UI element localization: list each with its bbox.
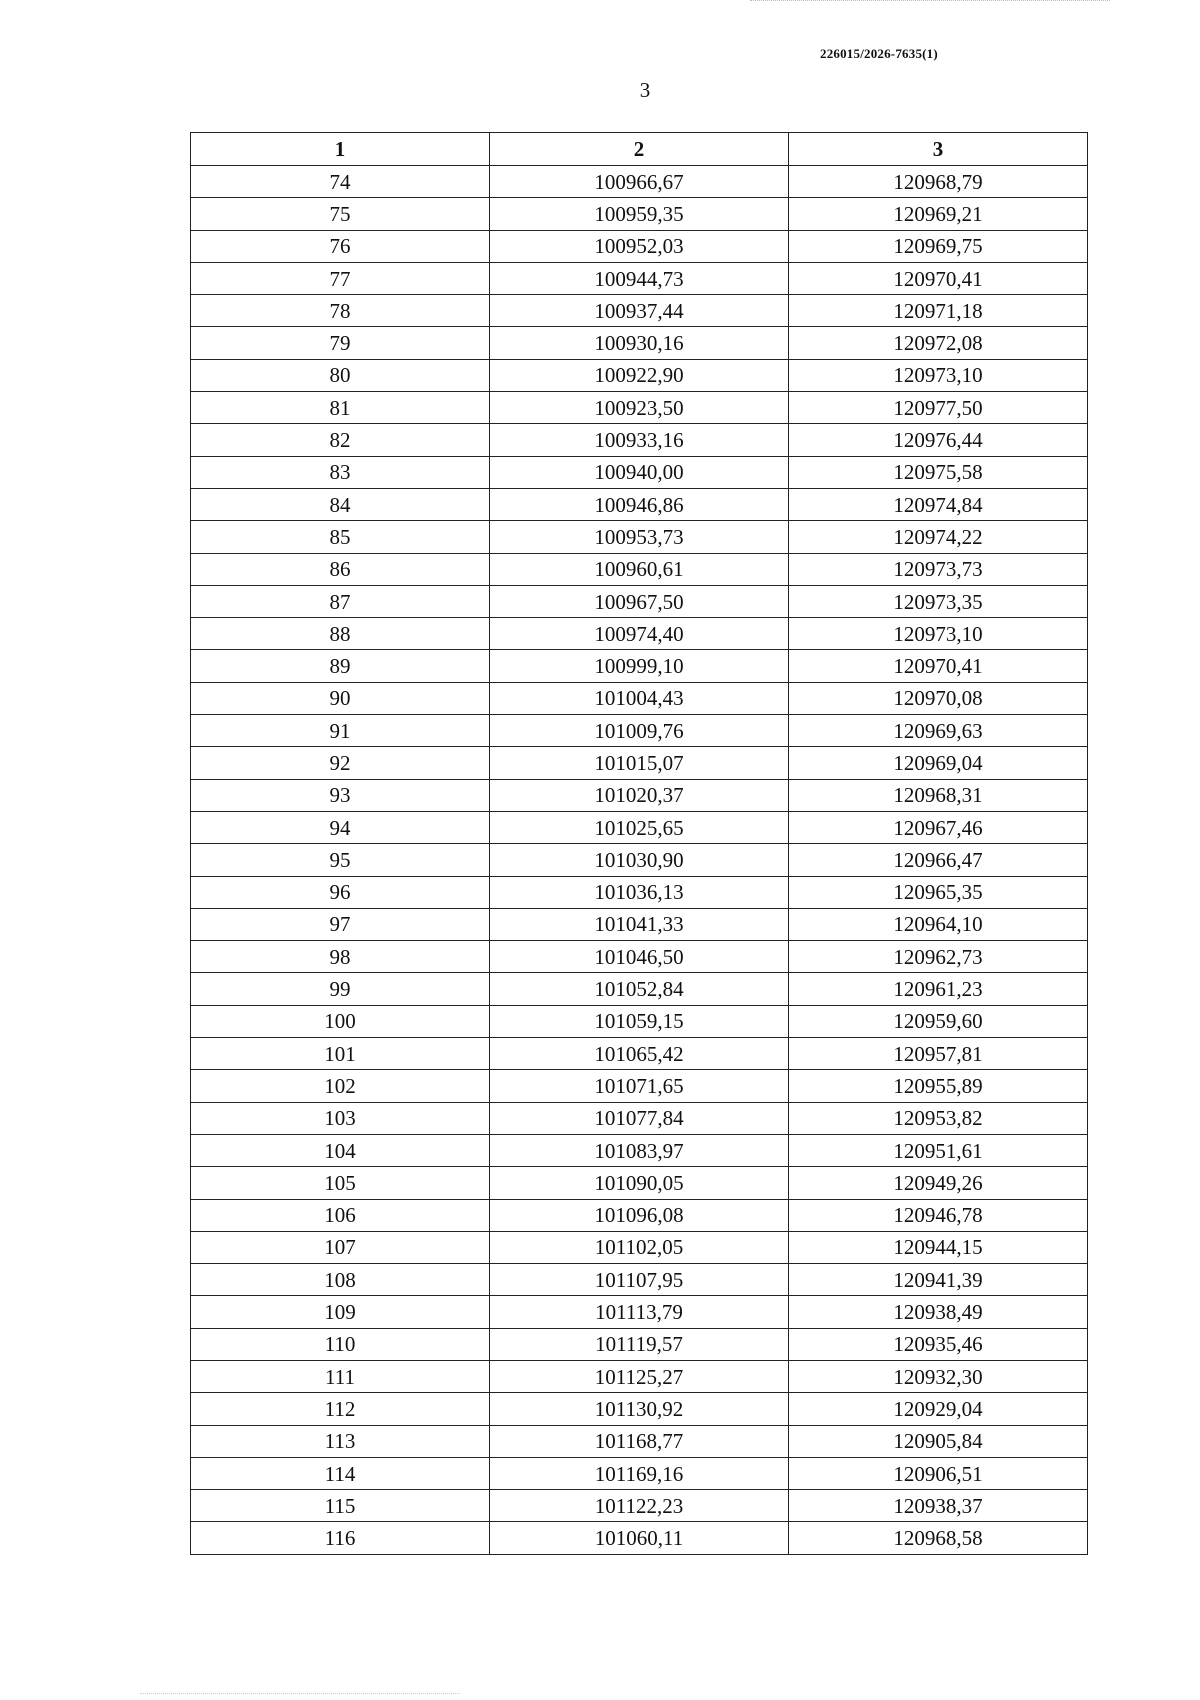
- x-coordinate-cell: 101009,76: [490, 715, 789, 747]
- table-row: [191, 1102, 1088, 1134]
- y-coordinate-cell: 120964,10: [789, 908, 1088, 940]
- x-coordinate-cell: 101096,08: [490, 1199, 789, 1231]
- table-row: [191, 1231, 1088, 1263]
- point-number-cell: 97: [191, 908, 490, 940]
- y-coordinate-cell: 120944,15: [789, 1231, 1088, 1263]
- point-number-cell: 95: [191, 844, 490, 876]
- point-number-cell: 103: [191, 1102, 490, 1134]
- table-row: [191, 908, 1088, 940]
- x-coordinate-cell: 101036,13: [490, 876, 789, 908]
- y-coordinate-cell: 120969,63: [789, 715, 1088, 747]
- point-number-cell: 94: [191, 811, 490, 843]
- point-number-cell: 82: [191, 424, 490, 456]
- x-coordinate-cell: 101122,23: [490, 1490, 789, 1522]
- x-coordinate-cell: 101004,43: [490, 682, 789, 714]
- y-coordinate-cell: 120977,50: [789, 392, 1088, 424]
- x-coordinate-cell: 101015,07: [490, 747, 789, 779]
- x-coordinate-cell: 101107,95: [490, 1264, 789, 1296]
- x-coordinate-cell: 101090,05: [490, 1167, 789, 1199]
- x-coordinate-cell: 100944,73: [490, 262, 789, 294]
- y-coordinate-cell: 120938,37: [789, 1490, 1088, 1522]
- point-number-cell: 91: [191, 715, 490, 747]
- column-header-3: 3: [789, 133, 1088, 166]
- scan-artifact-top: [750, 0, 1110, 4]
- x-coordinate-cell: 100923,50: [490, 392, 789, 424]
- table-row: [191, 295, 1088, 327]
- x-coordinate-cell: 101168,77: [490, 1425, 789, 1457]
- point-number-cell: 114: [191, 1457, 490, 1489]
- point-number-cell: 80: [191, 359, 490, 391]
- x-coordinate-cell: 100960,61: [490, 553, 789, 585]
- point-number-cell: 99: [191, 973, 490, 1005]
- point-number-cell: 109: [191, 1296, 490, 1328]
- x-coordinate-cell: 101125,27: [490, 1360, 789, 1392]
- point-number-cell: 100: [191, 1005, 490, 1037]
- y-coordinate-cell: 120957,81: [789, 1038, 1088, 1070]
- point-number-cell: 77: [191, 262, 490, 294]
- x-coordinate-cell: 101052,84: [490, 973, 789, 1005]
- x-coordinate-cell: 100999,10: [490, 650, 789, 682]
- table-row: [191, 488, 1088, 520]
- x-coordinate-cell: 101065,42: [490, 1038, 789, 1070]
- x-coordinate-cell: 100922,90: [490, 359, 789, 391]
- point-number-cell: 105: [191, 1167, 490, 1199]
- y-coordinate-cell: 120968,79: [789, 166, 1088, 198]
- document-reference-number: 226015/2026-7635(1): [820, 46, 938, 61]
- y-coordinate-cell: 120969,21: [789, 198, 1088, 230]
- y-coordinate-cell: 120941,39: [789, 1264, 1088, 1296]
- x-coordinate-cell: 101030,90: [490, 844, 789, 876]
- point-number-cell: 112: [191, 1393, 490, 1425]
- table-row: [191, 1038, 1088, 1070]
- y-coordinate-cell: 120955,89: [789, 1070, 1088, 1102]
- table-row: [191, 973, 1088, 1005]
- point-number-cell: 111: [191, 1360, 490, 1392]
- point-number-cell: 76: [191, 230, 490, 262]
- point-number-cell: 75: [191, 198, 490, 230]
- table-row: [191, 811, 1088, 843]
- x-coordinate-cell: 101020,37: [490, 779, 789, 811]
- table-body: [191, 166, 1088, 1555]
- scan-artifact-bottom: [140, 1693, 460, 1696]
- y-coordinate-cell: 120906,51: [789, 1457, 1088, 1489]
- y-coordinate-cell: 120932,30: [789, 1360, 1088, 1392]
- point-number-cell: 89: [191, 650, 490, 682]
- x-coordinate-cell: 101169,16: [490, 1457, 789, 1489]
- point-number-cell: 110: [191, 1328, 490, 1360]
- point-number-cell: 84: [191, 488, 490, 520]
- point-number-cell: 74: [191, 166, 490, 198]
- point-number-cell: 116: [191, 1522, 490, 1554]
- y-coordinate-cell: 120970,08: [789, 682, 1088, 714]
- x-coordinate-cell: 100930,16: [490, 327, 789, 359]
- point-number-cell: 102: [191, 1070, 490, 1102]
- point-number-cell: 78: [191, 295, 490, 327]
- table-row: [191, 262, 1088, 294]
- y-coordinate-cell: 120973,10: [789, 618, 1088, 650]
- table-row: [191, 1296, 1088, 1328]
- point-number-cell: 115: [191, 1490, 490, 1522]
- table-row: [191, 618, 1088, 650]
- y-coordinate-cell: 120961,23: [789, 973, 1088, 1005]
- table-row: [191, 198, 1088, 230]
- point-number-cell: 113: [191, 1425, 490, 1457]
- x-coordinate-cell: 100953,73: [490, 521, 789, 553]
- header-row: [191, 133, 1088, 166]
- y-coordinate-cell: 120970,41: [789, 650, 1088, 682]
- table-row: [191, 327, 1088, 359]
- point-number-cell: 81: [191, 392, 490, 424]
- x-coordinate-cell: 100974,40: [490, 618, 789, 650]
- point-number-cell: 87: [191, 585, 490, 617]
- point-number-cell: 104: [191, 1134, 490, 1166]
- x-coordinate-cell: 101077,84: [490, 1102, 789, 1134]
- y-coordinate-cell: 120968,31: [789, 779, 1088, 811]
- y-coordinate-cell: 120938,49: [789, 1296, 1088, 1328]
- point-number-cell: 83: [191, 456, 490, 488]
- table-row: [191, 1360, 1088, 1392]
- table-row: [191, 650, 1088, 682]
- x-coordinate-cell: 101046,50: [490, 941, 789, 973]
- x-coordinate-cell: 101025,65: [490, 811, 789, 843]
- y-coordinate-cell: 120975,58: [789, 456, 1088, 488]
- point-number-cell: 92: [191, 747, 490, 779]
- point-number-cell: 106: [191, 1199, 490, 1231]
- table-row: [191, 1457, 1088, 1489]
- x-coordinate-cell: 100940,00: [490, 456, 789, 488]
- table-row: [191, 715, 1088, 747]
- y-coordinate-cell: 120929,04: [789, 1393, 1088, 1425]
- table-row: [191, 1199, 1088, 1231]
- x-coordinate-cell: 101113,79: [490, 1296, 789, 1328]
- x-coordinate-cell: 100933,16: [490, 424, 789, 456]
- coordinates-table: [190, 132, 1088, 1555]
- table-row: [191, 1134, 1088, 1166]
- y-coordinate-cell: 120971,18: [789, 295, 1088, 327]
- table-row: [191, 1393, 1088, 1425]
- table-row: [191, 230, 1088, 262]
- y-coordinate-cell: 120946,78: [789, 1199, 1088, 1231]
- x-coordinate-cell: 101060,11: [490, 1522, 789, 1554]
- table-row: [191, 1070, 1088, 1102]
- x-coordinate-cell: 100946,86: [490, 488, 789, 520]
- x-coordinate-cell: 101041,33: [490, 908, 789, 940]
- y-coordinate-cell: 120969,75: [789, 230, 1088, 262]
- table-row: [191, 1328, 1088, 1360]
- table-row: [191, 456, 1088, 488]
- point-number-cell: 93: [191, 779, 490, 811]
- y-coordinate-cell: 120965,35: [789, 876, 1088, 908]
- table-row: [191, 166, 1088, 198]
- point-number-cell: 98: [191, 941, 490, 973]
- table-row: [191, 392, 1088, 424]
- x-coordinate-cell: 100937,44: [490, 295, 789, 327]
- y-coordinate-cell: 120974,22: [789, 521, 1088, 553]
- x-coordinate-cell: 100967,50: [490, 585, 789, 617]
- point-number-cell: 85: [191, 521, 490, 553]
- table-row: [191, 359, 1088, 391]
- table-row: [191, 1167, 1088, 1199]
- x-coordinate-cell: 101119,57: [490, 1328, 789, 1360]
- table-row: [191, 424, 1088, 456]
- point-number-cell: 101: [191, 1038, 490, 1070]
- x-coordinate-cell: 101130,92: [490, 1393, 789, 1425]
- point-number-cell: 86: [191, 553, 490, 585]
- x-coordinate-cell: 100966,67: [490, 166, 789, 198]
- table-row: [191, 1522, 1088, 1554]
- point-number-cell: 79: [191, 327, 490, 359]
- y-coordinate-cell: 120972,08: [789, 327, 1088, 359]
- table-row: [191, 1264, 1088, 1296]
- y-coordinate-cell: 120970,41: [789, 262, 1088, 294]
- y-coordinate-cell: 120973,10: [789, 359, 1088, 391]
- column-header-2: 2: [490, 133, 789, 166]
- x-coordinate-cell: 101102,05: [490, 1231, 789, 1263]
- y-coordinate-cell: 120974,84: [789, 488, 1088, 520]
- point-number-cell: 108: [191, 1264, 490, 1296]
- page-number: 3: [639, 78, 651, 102]
- table-row: [191, 779, 1088, 811]
- y-coordinate-cell: 120953,82: [789, 1102, 1088, 1134]
- table-header: [191, 133, 1088, 166]
- point-number-cell: 90: [191, 682, 490, 714]
- table-row: [191, 1490, 1088, 1522]
- table-row: [191, 682, 1088, 714]
- y-coordinate-cell: 120905,84: [789, 1425, 1088, 1457]
- table-row: [191, 1005, 1088, 1037]
- y-coordinate-cell: 120962,73: [789, 941, 1088, 973]
- table-row: [191, 553, 1088, 585]
- y-coordinate-cell: 120967,46: [789, 811, 1088, 843]
- table-row: [191, 876, 1088, 908]
- table-row: [191, 1425, 1088, 1457]
- y-coordinate-cell: 120973,73: [789, 553, 1088, 585]
- column-header-1: 1: [191, 133, 490, 166]
- table-row: [191, 585, 1088, 617]
- y-coordinate-cell: 120959,60: [789, 1005, 1088, 1037]
- y-coordinate-cell: 120935,46: [789, 1328, 1088, 1360]
- x-coordinate-cell: 101071,65: [490, 1070, 789, 1102]
- point-number-cell: 96: [191, 876, 490, 908]
- table-row: [191, 941, 1088, 973]
- y-coordinate-cell: 120949,26: [789, 1167, 1088, 1199]
- y-coordinate-cell: 120976,44: [789, 424, 1088, 456]
- point-number-cell: 88: [191, 618, 490, 650]
- y-coordinate-cell: 120951,61: [789, 1134, 1088, 1166]
- y-coordinate-cell: 120969,04: [789, 747, 1088, 779]
- x-coordinate-cell: 101059,15: [490, 1005, 789, 1037]
- point-number-cell: 107: [191, 1231, 490, 1263]
- x-coordinate-cell: 100959,35: [490, 198, 789, 230]
- y-coordinate-cell: 120973,35: [789, 585, 1088, 617]
- table-row: [191, 844, 1088, 876]
- table-row: [191, 521, 1088, 553]
- y-coordinate-cell: 120968,58: [789, 1522, 1088, 1554]
- table-row: [191, 747, 1088, 779]
- y-coordinate-cell: 120966,47: [789, 844, 1088, 876]
- x-coordinate-cell: 101083,97: [490, 1134, 789, 1166]
- x-coordinate-cell: 100952,03: [490, 230, 789, 262]
